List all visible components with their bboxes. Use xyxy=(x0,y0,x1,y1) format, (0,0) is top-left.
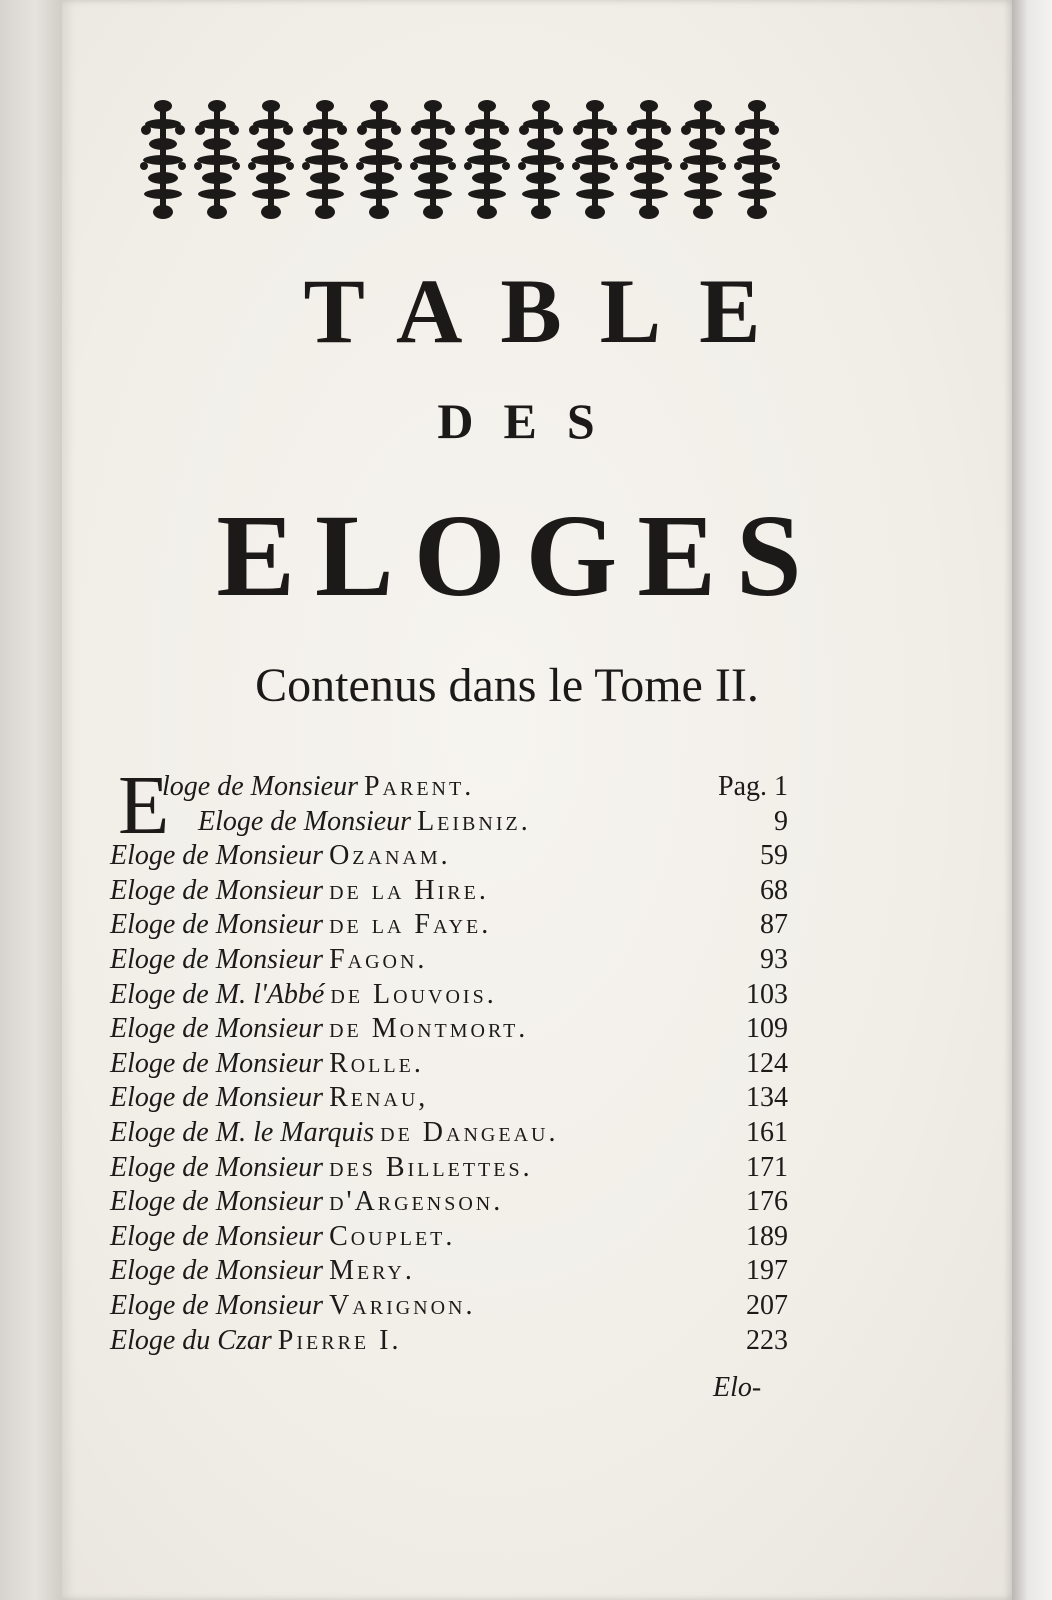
entry-name: de Dangeau. xyxy=(380,1116,559,1148)
toc-entry xyxy=(110,1289,800,1324)
entry-page: 87 xyxy=(760,909,788,941)
entry-prefix: Eloge de M. l'Abbé xyxy=(110,978,325,1010)
drop-capital: E xyxy=(118,759,170,852)
entry-title xyxy=(110,1012,528,1047)
toc-entry xyxy=(110,874,800,909)
table-of-contents xyxy=(110,759,800,1358)
entry-prefix: Eloge de Monsieur xyxy=(110,1151,324,1183)
toc-entry xyxy=(110,1081,800,1116)
entry-name: de Montmort. xyxy=(329,1013,529,1045)
entry-title xyxy=(110,908,491,943)
entry-title xyxy=(110,1116,558,1151)
entry-page: 171 xyxy=(746,1151,788,1183)
toc-entry xyxy=(110,943,800,978)
entry-prefix: Eloge de Monsieur xyxy=(110,1255,324,1287)
entry-title xyxy=(110,1220,455,1255)
catchword: Elo- xyxy=(713,1372,762,1403)
toc-entry xyxy=(110,1047,800,1082)
entry-page: 124 xyxy=(746,1047,788,1079)
entry-page: 93 xyxy=(760,943,788,975)
entry-prefix: Eloge de Monsieur xyxy=(110,1186,324,1218)
entry-title xyxy=(110,1151,533,1186)
entry-page: 207 xyxy=(746,1289,788,1321)
entry-page: 9 xyxy=(774,805,788,837)
toc-entry xyxy=(110,805,800,840)
entry-title xyxy=(198,805,531,840)
toc-entry xyxy=(110,839,800,874)
entry-prefix: Eloge de Monsieur xyxy=(110,1082,324,1114)
background-edge xyxy=(1012,0,1052,1600)
entry-title xyxy=(110,1254,415,1289)
toc-entry xyxy=(110,1116,800,1151)
entry-page: 197 xyxy=(746,1255,788,1287)
entry-name: de la Hire. xyxy=(329,874,489,906)
entry-page: 189 xyxy=(746,1220,788,1252)
entry-page: 68 xyxy=(760,874,788,906)
entry-title xyxy=(110,1081,428,1116)
entry-title xyxy=(110,943,427,978)
entry-name: Renau, xyxy=(329,1082,429,1114)
entry-name: Fagon. xyxy=(329,943,428,975)
entry-prefix: Eloge de Monsieur xyxy=(110,840,324,872)
entry-title xyxy=(162,770,474,805)
entry-name: d'Argenson. xyxy=(329,1186,504,1218)
entry-title xyxy=(110,978,497,1013)
entry-page: 59 xyxy=(760,840,788,872)
entry-prefix: loge de Monsieur xyxy=(162,771,358,802)
toc-entry xyxy=(110,1012,800,1047)
title-line-1: TABLE xyxy=(303,260,799,362)
entry-title xyxy=(110,874,489,909)
toc-entry xyxy=(110,1220,800,1255)
entry-page: 109 xyxy=(746,1013,788,1045)
toc-entry xyxy=(110,978,800,1013)
entry-name: de Louvois. xyxy=(330,978,497,1010)
entry-title xyxy=(110,1047,424,1082)
entry-name: de la Faye. xyxy=(329,909,492,941)
entry-title xyxy=(110,1289,476,1324)
toc-entry xyxy=(110,770,800,805)
subtitle: Contenus dans le Tome II. xyxy=(255,659,759,712)
entry-prefix: Eloge de M. le Marquis xyxy=(110,1116,375,1148)
entry-page: 176 xyxy=(746,1186,788,1218)
toc-entry xyxy=(110,1324,800,1359)
facing-page-edge xyxy=(0,0,64,1600)
entry-name: Ozanam. xyxy=(329,840,451,872)
entry-prefix: Eloge de Monsieur xyxy=(110,909,324,941)
entry-name: Couplet. xyxy=(329,1220,456,1252)
toc-entry xyxy=(110,1151,800,1186)
entry-page: 134 xyxy=(746,1082,788,1114)
entry-page: 161 xyxy=(746,1116,788,1148)
entry-name: Leibniz. xyxy=(417,805,531,837)
entry-title xyxy=(110,1185,503,1220)
entry-name: Varignon. xyxy=(329,1289,476,1321)
fleuron-ornament-band xyxy=(138,96,790,220)
entry-name: Mery. xyxy=(329,1255,415,1287)
entry-prefix: Eloge du Czar xyxy=(110,1324,272,1356)
entry-page: 103 xyxy=(746,978,788,1010)
entry-prefix: Eloge de Monsieur xyxy=(110,1047,324,1079)
entry-name: Pierre I. xyxy=(277,1324,402,1356)
entry-prefix: Eloge de Monsieur xyxy=(110,943,324,975)
entry-page: 223 xyxy=(746,1324,788,1356)
entry-name: Rolle. xyxy=(329,1047,424,1079)
entry-title xyxy=(110,1324,401,1359)
entry-title xyxy=(110,839,451,874)
toc-entry xyxy=(110,1254,800,1289)
toc-entry xyxy=(110,1185,800,1220)
entry-prefix: Eloge de Monsieur xyxy=(110,1013,324,1045)
entry-prefix: Eloge de Monsieur xyxy=(198,805,412,837)
title-line-3: ELOGES xyxy=(216,490,822,621)
entry-prefix: Eloge de Monsieur xyxy=(110,1289,324,1321)
toc-entry xyxy=(110,908,800,943)
title-line-2: DES xyxy=(437,393,625,449)
entry-name: Parent. xyxy=(363,771,475,802)
entry-name: des Billettes. xyxy=(329,1151,533,1183)
entry-prefix: Eloge de Monsieur xyxy=(110,874,324,906)
entry-page: Pag. 1 xyxy=(718,771,788,802)
entry-prefix: Eloge de Monsieur xyxy=(110,1220,324,1252)
